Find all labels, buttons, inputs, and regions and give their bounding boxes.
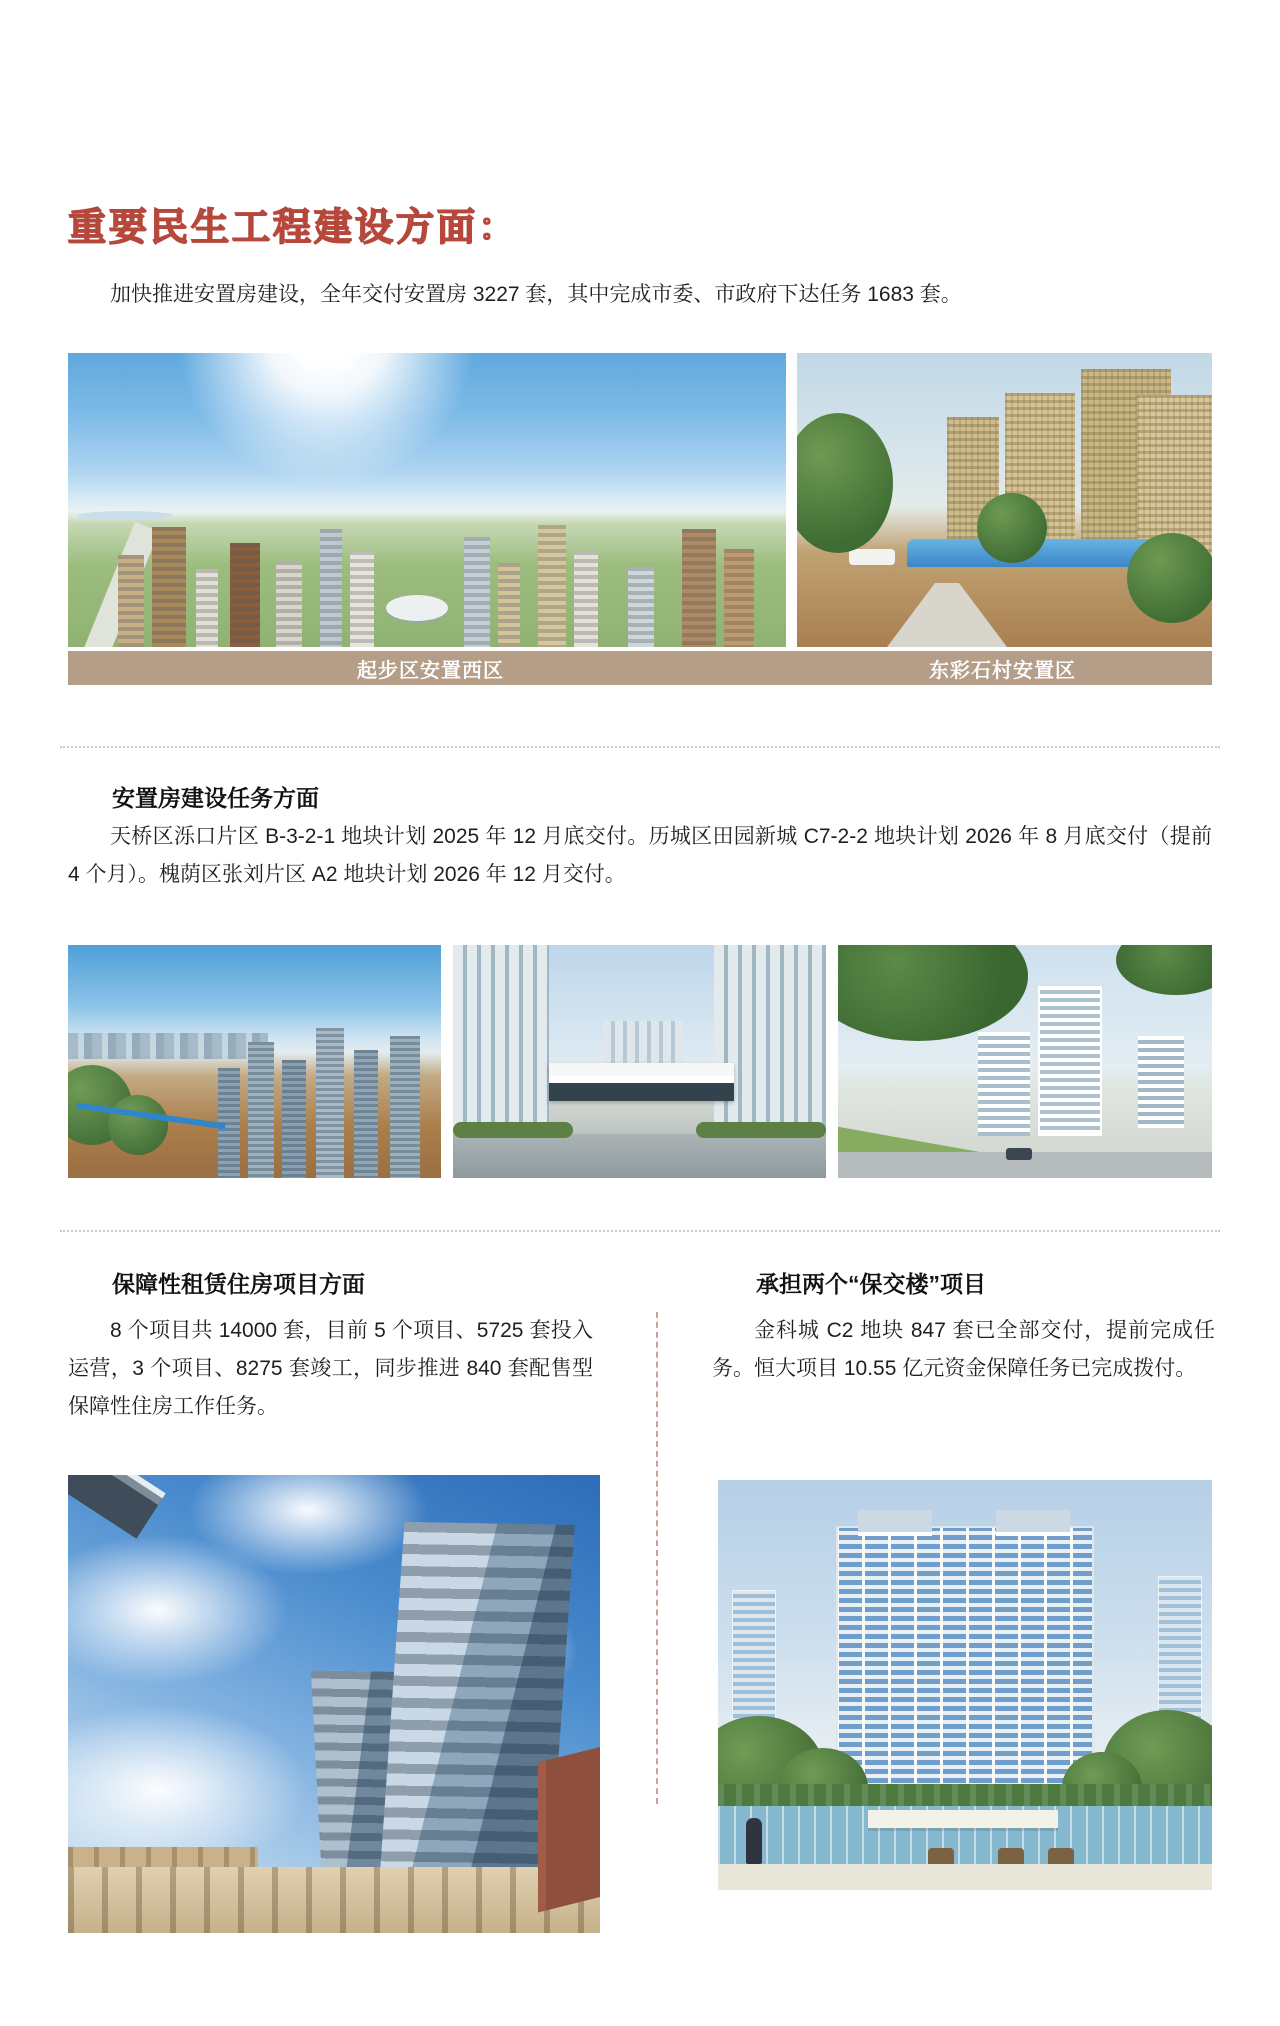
tower-block	[248, 1042, 274, 1178]
anzhifang-paragraph: 天桥区泺口片区 B-3-2-1 地块计划 2025 年 12 月底交付。历城区田园新城 C7-2-2 地块计划 2026 年 8 月底交付（提前 4 个月）。槐荫区张刘片区 A2 地块计划 2026 年 12 月交付。	[68, 825, 1212, 886]
dotted-divider	[60, 1230, 1220, 1232]
tower-block	[320, 529, 342, 647]
car	[1006, 1148, 1032, 1160]
bushes	[696, 1122, 826, 1138]
tower-block	[230, 543, 260, 647]
section-heading-rental: 保障性租赁住房项目方面	[112, 1271, 365, 1297]
tower-block	[724, 549, 754, 647]
podium-building	[68, 1867, 600, 1933]
patio-chair	[928, 1848, 954, 1864]
page-title: 重要民生工程建设方面：	[68, 207, 520, 249]
tree	[108, 1095, 168, 1155]
tower-block	[453, 945, 549, 1131]
tower-block	[196, 569, 218, 647]
intro-paragraph: 加快推进安置房建设，全年交付安置房 3227 套，其中完成市委、市政府下达任务 1683 套。	[110, 283, 962, 306]
footpath	[887, 583, 1007, 647]
person-silhouette	[746, 1818, 762, 1864]
photo-caption-bar	[68, 651, 1212, 685]
tower-block	[574, 551, 598, 647]
tree	[1127, 533, 1212, 623]
photo-dongcaishi-settlement	[797, 353, 1212, 647]
photo-luokou-construction-aerial	[68, 945, 441, 1178]
tower-block	[282, 1060, 306, 1178]
rental-paragraph: 8 个项目共 14000 套，目前 5 个项目、5725 套投入运营，3 个项目、8275 套竣工，同步推进 840 套配售型保障性住房工作任务。	[68, 1319, 593, 1418]
lake	[78, 511, 173, 520]
section-heading-anzhifang: 安置房建设任务方面	[112, 785, 319, 811]
pool-platform	[868, 1810, 1058, 1828]
tree	[977, 493, 1047, 563]
hedge	[718, 1784, 1212, 1806]
dashed-column-divider	[656, 1312, 658, 1804]
caption-dongcaishi: 东彩石村安置区	[929, 659, 1076, 682]
tower-block	[682, 529, 716, 647]
brick-building	[538, 1744, 600, 1913]
tower-block	[714, 945, 826, 1141]
gatehouse	[549, 1063, 734, 1101]
tower-block	[1038, 986, 1102, 1136]
tower-block	[350, 551, 374, 647]
pool-deck	[718, 1864, 1212, 1890]
tower-block	[978, 1032, 1030, 1136]
tower-block	[390, 1036, 420, 1178]
dotted-divider	[60, 746, 1220, 748]
city-skyline	[68, 1033, 268, 1059]
tower-crown	[996, 1510, 1070, 1536]
tower-block	[316, 1028, 344, 1178]
tower-block	[464, 537, 490, 647]
baojiaolou-paragraph: 金科城 C2 地块 847 套已全部交付，提前完成任务。恒大项目 10.55 亿元资金保障任务已完成拨付。	[712, 1319, 1215, 1380]
building-corner	[68, 1475, 166, 1539]
tower-block	[1138, 1036, 1184, 1128]
tower-crown	[858, 1510, 932, 1536]
tower-block	[354, 1050, 378, 1178]
twin-tower	[836, 1526, 1094, 1810]
patio-chair	[998, 1848, 1024, 1864]
road	[453, 1134, 826, 1178]
white-pergola	[849, 549, 895, 565]
tower-block	[276, 561, 302, 647]
tree	[797, 413, 893, 553]
photo-west-settlement-aerial	[68, 353, 786, 647]
tower-block	[118, 555, 144, 647]
photo-rental-housing-tower	[68, 1475, 600, 1933]
tree-canopy	[838, 945, 1028, 1041]
tower-block	[498, 563, 520, 647]
tree-canopy	[1116, 945, 1212, 995]
tower-block	[628, 567, 654, 647]
bushes	[453, 1122, 573, 1138]
tower-block	[152, 527, 186, 647]
section-heading-baojiaolou: 承担两个“保交楼”项目	[756, 1271, 986, 1297]
photo-residential-towers-rendering	[838, 945, 1212, 1178]
patio-chair	[1048, 1848, 1074, 1864]
photo-jinkecheng-towers-rendering	[718, 1480, 1212, 1890]
caption-west-settlement: 起步区安置西区	[357, 659, 504, 682]
tower-block	[538, 525, 566, 647]
photo-entrance-gate-rendering	[453, 945, 826, 1178]
stadium-dome	[386, 595, 448, 621]
